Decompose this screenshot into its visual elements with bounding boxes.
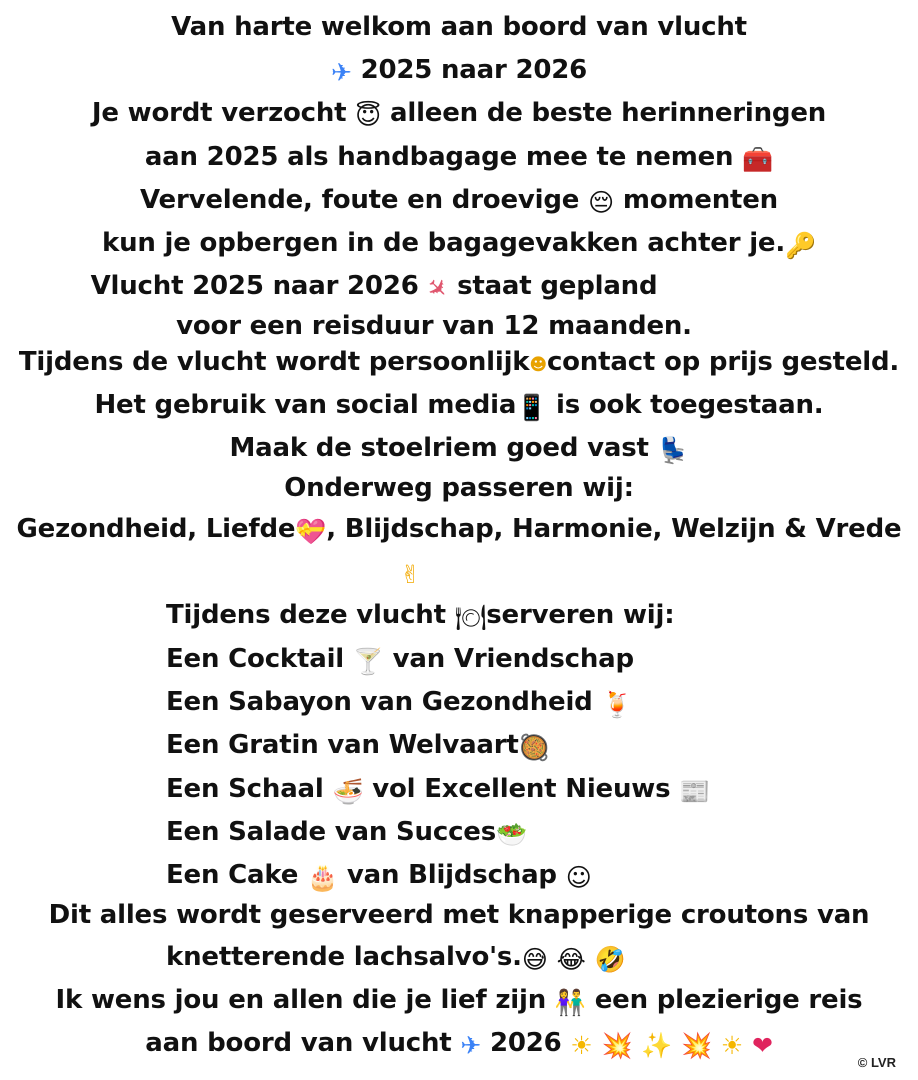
line-croutons: Dit alles wordt geserveerd met knapperige croutons van [48, 900, 870, 930]
line-social-media: Het gebruik van social media📱 is ook toegestaan. [94, 390, 824, 422]
angel-face-icon: 😇 [355, 101, 382, 130]
line-flight-years: ✈ 2025 naar 2026 [330, 55, 588, 87]
sparkles-icon: ✨ [641, 1031, 673, 1060]
line-passing: Onderweg passeren wij: [284, 473, 634, 503]
menu-item-sabayon: Een Sabayon van Gezondheid 🍹 [166, 687, 633, 719]
menu-item-salad: Een Salade van Succes🥗 [166, 817, 527, 849]
victory-hand-icon: ✌ [400, 560, 421, 589]
heart-icon: ❤ [751, 1031, 773, 1060]
heart-ribbon-icon: 💝 [295, 517, 327, 546]
cocktail-glass-icon: 🍸 [352, 647, 384, 676]
plate-icon: 🍽 [454, 603, 487, 632]
airplane-icon: ✈ [460, 1031, 482, 1060]
menu-item-cake: Een Cake 🎂 van Blijdschap ☺ [166, 860, 592, 892]
collision-icon: 💥 [601, 1031, 633, 1060]
line-seatbelt: Maak de stoelriem goed vast 💺 [229, 433, 689, 465]
pensive-face-icon: 😔 [588, 188, 614, 217]
line-bad-moments: Vervelende, foute en droevige 😔 momenten [140, 185, 778, 217]
seat-icon: 💺 [657, 436, 689, 465]
line-values: Gezondheid, Liefde💝, Blijdschap, Harmonie, Welzijn & Vrede [16, 514, 902, 546]
line-laughter: knetterende lachsalvo's.😅 😂 🤣 [166, 942, 626, 974]
sweat-smile-icon: 😅 [521, 945, 548, 974]
sun-icon: ☀ [570, 1031, 593, 1060]
menu-item-bowl: Een Schaal 🍜 vol Excellent Nieuws 📰 [166, 774, 711, 806]
rofl-icon: 🤣 [594, 945, 626, 974]
smiley-icon: ☺ [565, 863, 592, 892]
birthday-cake-icon: 🎂 [307, 863, 339, 892]
noodle-bowl-icon: 🍜 [332, 777, 364, 806]
couple-icon: 👫 [554, 988, 586, 1017]
line-aboard: aan boord van vlucht ✈ 2026 ☀ 💥 ✨ 💥 ☀ ❤ [145, 1028, 773, 1060]
line-flight-planned: Vlucht 2025 naar 2026 ✈ staat gepland [90, 270, 658, 307]
key-icon: 🔑 [785, 231, 816, 260]
line-overhead-bins: kun je opbergen in de bagagevakken achter je.🔑 [102, 228, 816, 260]
line-serving: Tijdens deze vlucht 🍽serveren wij: [166, 600, 675, 632]
line-wish: Ik wens jou en allen die je lief zijn 👫 een plezierige reis [55, 985, 863, 1017]
airplane-icon: ✈ [330, 58, 352, 87]
salad-icon: 🥗 [496, 820, 527, 849]
copyright-mark: © LVR [857, 1055, 896, 1070]
line-personal-contact: Tijdens de vlucht wordt persoonlijk☻contact op prijs gesteld. [18, 347, 900, 377]
line-victory [400, 550, 421, 594]
line-duration: voor een reisduur van 12 maanden. [176, 311, 692, 341]
line-hand-luggage: aan 2025 als handbagage mee te nemen 🧰 [144, 142, 774, 174]
newspaper-icon: 📰 [679, 777, 711, 806]
menu-item-gratin: Een Gratin van Welvaart🥘 [166, 730, 550, 762]
sun-icon: ☀ [720, 1031, 744, 1060]
line-request: Je wordt verzocht 😇 alleen de beste herinneringen [91, 98, 827, 130]
tropical-drink-icon: 🍹 [601, 690, 633, 719]
collision-icon: 💥 [681, 1031, 713, 1060]
tears-of-joy-icon: 😂 [556, 945, 586, 974]
airplane-icon: ✈ [420, 270, 456, 307]
shallow-pan-icon: 🥘 [518, 733, 550, 762]
smiley-icon: ☻ [529, 355, 547, 375]
toolbox-icon: 🧰 [742, 145, 774, 174]
menu-item-cocktail: Een Cocktail 🍸 van Vriendschap [166, 644, 634, 676]
mobile-phone-icon: 📱 [516, 393, 548, 422]
line-welcome: Van harte welkom aan boord van vlucht [171, 12, 747, 42]
